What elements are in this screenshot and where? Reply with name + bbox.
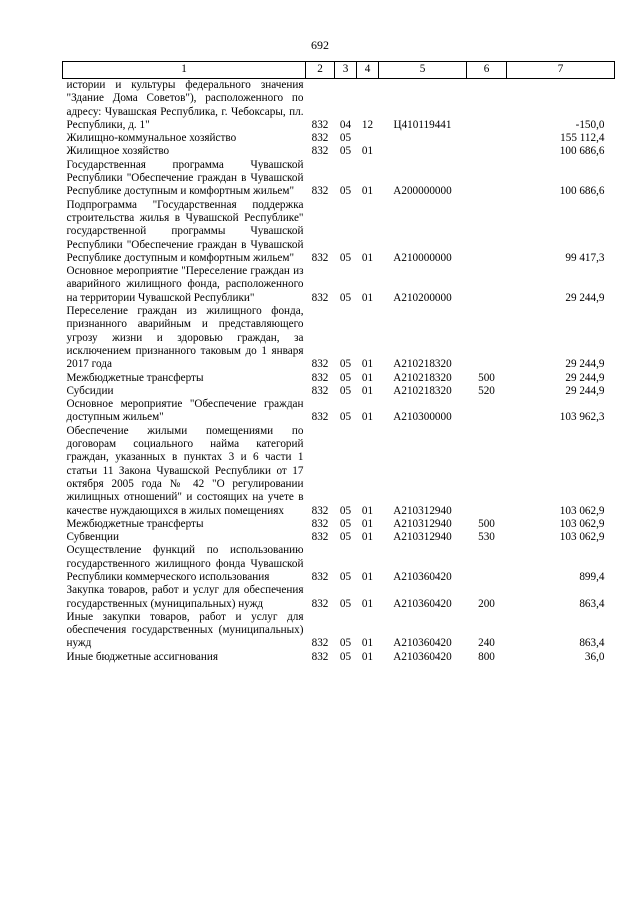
row-amount: 863,4: [579, 597, 605, 610]
table-row: [63, 531, 615, 544]
row-target-article: [379, 132, 467, 145]
table-row: [63, 544, 615, 584]
row-target-article: А210218320: [393, 358, 452, 371]
row-subsection: 01: [361, 650, 374, 663]
row-subsection: 01: [361, 384, 374, 397]
row-ministry-code: 832: [311, 637, 329, 650]
row-subsection: 01: [361, 531, 374, 544]
table-row: [63, 132, 615, 145]
row-subsection: 01: [361, 411, 374, 424]
row-amount: 29 244,9: [565, 384, 605, 397]
table-row: [63, 584, 615, 611]
row-expense-type: [467, 425, 507, 518]
row-amount: 863,4: [579, 637, 605, 650]
table-row: [63, 651, 615, 664]
row-ministry-code: 832: [311, 291, 329, 304]
row-subsection: 01: [361, 251, 374, 264]
row-expense-type: 500: [478, 517, 495, 530]
row-ministry-code: 832: [311, 145, 329, 158]
row-section: 05: [339, 371, 352, 384]
row-target-article: А210360420: [393, 637, 452, 650]
row-target-article: А210218320: [393, 384, 452, 397]
row-target-article: А210218320: [393, 371, 452, 384]
row-expense-type: 500: [478, 371, 495, 384]
row-expense-type: [467, 265, 507, 305]
table-row: [63, 425, 615, 518]
row-subsection: 01: [361, 597, 374, 610]
row-ministry-code: 832: [311, 597, 329, 610]
row-expense-type: 520: [478, 384, 495, 397]
row-name: Переселение граждан из жилищного фонда, признанного аварийным и представляющего угрозу жизни и здоровью граждан, за исключением признанного таковым до 1 января 2017 года: [66, 305, 304, 371]
row-expense-type: 530: [478, 531, 495, 544]
row-amount: 899,4: [579, 570, 605, 583]
row-amount: 36,0: [584, 650, 605, 663]
row-target-article: А210360420: [393, 597, 452, 610]
row-expense-type: [467, 544, 507, 584]
header-col-6: 6: [467, 62, 507, 79]
row-amount: 99 417,3: [565, 251, 605, 264]
row-section: 05: [339, 185, 352, 198]
row-section: 05: [339, 504, 352, 517]
row-name: Осуществление функций по использованию государственного жилищного фонда Чувашской Республики коммерческого использования: [66, 544, 304, 583]
row-ministry-code: 832: [311, 384, 329, 397]
row-expense-type: 240: [478, 637, 495, 650]
row-amount: 29 244,9: [565, 358, 605, 371]
table-row: [63, 398, 615, 425]
row-name: Межбюджетные трансферты: [66, 371, 204, 384]
row-target-article: А210300000: [393, 411, 452, 424]
row-amount: 29 244,9: [565, 371, 605, 384]
row-subsection: 01: [361, 637, 374, 650]
row-ministry-code: 832: [311, 531, 329, 544]
header-col-5: 5: [379, 62, 467, 79]
row-ministry-code: 832: [311, 504, 329, 517]
row-target-article: А210360420: [393, 570, 452, 583]
row-expense-type: [467, 159, 507, 199]
row-amount: 100 686,6: [559, 145, 605, 158]
row-name: Иные закупки товаров, работ и услуг для обеспечения государственных (муниципальных) нужд: [66, 610, 304, 650]
row-expense-type: [467, 145, 507, 158]
row-ministry-code: 832: [311, 118, 329, 131]
header-col-1: 1: [63, 62, 306, 79]
row-expense-type: [467, 79, 507, 133]
row-target-article: Ц410119441: [393, 118, 452, 131]
row-expense-type: [467, 398, 507, 425]
row-amount: 103 962,3: [559, 411, 605, 424]
row-name: Основное мероприятие "Обеспечение граждан доступным жильем": [66, 398, 304, 424]
table-row: [63, 265, 615, 305]
row-section: 05: [339, 251, 352, 264]
row-amount: 103 062,9: [559, 504, 605, 517]
row-target-article: А200000000: [393, 185, 452, 198]
row-ministry-code: 832: [311, 132, 329, 145]
row-ministry-code: 832: [311, 358, 329, 371]
row-amount: -150,0: [575, 118, 605, 131]
row-subsection: 01: [361, 517, 374, 530]
row-section: 05: [339, 291, 352, 304]
header-col-4: 4: [357, 62, 379, 79]
row-ministry-code: 832: [311, 517, 329, 530]
row-expense-type: [467, 132, 507, 145]
row-subsection: [357, 132, 379, 145]
row-target-article: А210312940: [393, 517, 452, 530]
row-section: 05: [339, 145, 352, 158]
row-subsection: 01: [361, 145, 374, 158]
row-name: Закупка товаров, работ и услуг для обеспечения государственных (муниципальных) нужд: [66, 584, 304, 610]
row-section: 05: [339, 132, 352, 145]
table-row: [63, 372, 615, 385]
row-ministry-code: 832: [311, 650, 329, 663]
row-subsection: 12: [361, 118, 374, 131]
row-amount: 155 112,4: [560, 132, 605, 145]
row-target-article: А210312940: [393, 531, 452, 544]
row-target-article: А210360420: [393, 650, 452, 663]
table-row: [63, 518, 615, 531]
page-number: 692: [311, 38, 329, 52]
row-section: 05: [339, 650, 352, 663]
row-name: Жилищно-коммунальное хозяйство: [66, 132, 237, 145]
row-name: Жилищное хозяйство: [66, 145, 170, 158]
row-section: 04: [339, 118, 352, 131]
row-section: 05: [339, 517, 352, 530]
row-subsection: 01: [361, 504, 374, 517]
row-name: Межбюджетные трансферты: [66, 517, 204, 530]
row-name: Государственная программа Чувашской Республики "Обеспечение граждан в Чувашской Республике доступным и комфортным жильем": [66, 158, 304, 198]
row-name: Подпрограмма "Государственная поддержка строительства жилья в Чувашской Республике" государственной программы Чувашской Республики "Обеспечение граждан в Чувашской Республике доступным и комфортным жильем": [66, 198, 304, 264]
header-row: [63, 62, 615, 79]
row-section: 05: [339, 384, 352, 397]
row-target-article: А210200000: [393, 291, 452, 304]
row-subsection: 01: [361, 371, 374, 384]
row-ministry-code: 832: [311, 185, 329, 198]
row-name: Субвенции: [66, 531, 119, 544]
row-amount: 100 686,6: [559, 185, 605, 198]
row-name: Субсидии: [66, 384, 114, 397]
row-section: 05: [339, 597, 352, 610]
table-row: [63, 145, 615, 158]
row-ministry-code: 832: [311, 251, 329, 264]
header-col-7: 7: [507, 62, 615, 79]
row-amount: 103 062,9: [559, 531, 605, 544]
row-name: Основное мероприятие "Переселение граждан из аварийного жилищного фонда, расположенного на территории Чувашской Республики": [66, 265, 304, 304]
table-row: [63, 305, 615, 371]
row-subsection: 01: [361, 358, 374, 371]
row-subsection: 01: [361, 291, 374, 304]
row-section: 05: [339, 411, 352, 424]
header-col-2: 2: [306, 62, 335, 79]
row-ministry-code: 832: [311, 570, 329, 583]
table-row: [63, 79, 615, 133]
row-subsection: 01: [361, 185, 374, 198]
row-section: 05: [339, 570, 352, 583]
table-row: [63, 199, 615, 265]
row-expense-type: [467, 305, 507, 371]
row-name: истории и культуры федерального значения "Здание Дома Советов"), расположенного по адресу: Чувашская Республика, г. Чебоксары, пл. Республики, д. 1": [66, 79, 304, 131]
row-target-article: [379, 145, 467, 158]
table-row: [63, 159, 615, 199]
row-section: 05: [339, 637, 352, 650]
row-amount: 103 062,9: [559, 517, 605, 530]
budget-table: [62, 61, 615, 664]
row-expense-type: 200: [478, 597, 495, 610]
row-name: Иные бюджетные ассигнования: [66, 650, 218, 663]
row-section: 05: [339, 531, 352, 544]
row-section: 05: [339, 358, 352, 371]
table-row: [63, 611, 615, 651]
row-target-article: А210000000: [393, 251, 452, 264]
row-subsection: 01: [361, 570, 374, 583]
row-amount: 29 244,9: [565, 291, 605, 304]
row-name: Обеспечение жилыми помещениями по договорам социального найма категорий граждан, указанных в пунктах 3 и 6 части 1 статьи 11 Закона Чувашской Республики от 17 октября 2005 года № 42 "О регулировании жилищных отношений" и состоящих на учете в качестве нуждающихся в жилых помещениях: [66, 424, 304, 517]
row-ministry-code: 832: [311, 411, 329, 424]
table-row: [63, 385, 615, 398]
row-expense-type: 800: [478, 650, 495, 663]
row-ministry-code: 832: [311, 371, 329, 384]
row-target-article: А210312940: [393, 504, 452, 517]
header-col-3: 3: [335, 62, 357, 79]
row-expense-type: [467, 199, 507, 265]
